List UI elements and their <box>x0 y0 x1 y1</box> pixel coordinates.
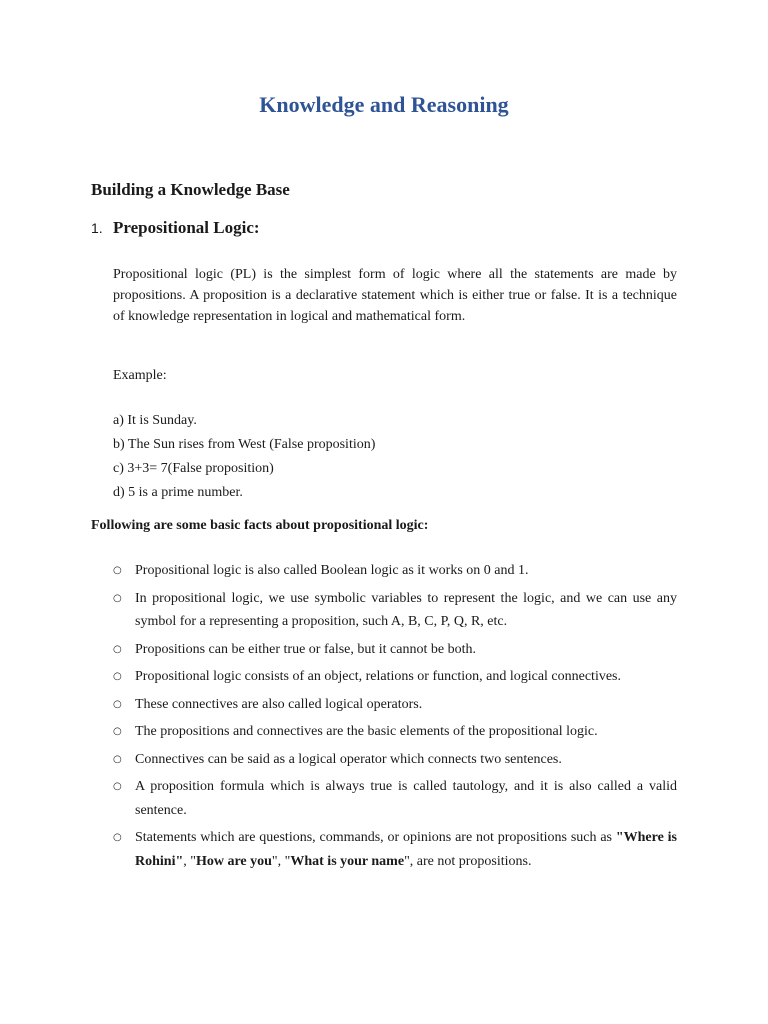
circle-bullet-icon: ○ <box>113 781 122 792</box>
fact-item <box>113 720 677 744</box>
heading-number: 1. <box>91 220 103 236</box>
example-list <box>113 409 375 505</box>
fact-text: Propositional logic is also called Boolean logic as it works on 0 and 1. <box>135 563 529 578</box>
section-heading: Building a Knowledge Base <box>91 180 290 199</box>
fact-text: These connectives are also called logical operators. <box>135 696 423 712</box>
separator: , " <box>183 853 196 869</box>
heading-text: Prepositional Logic: <box>113 218 260 237</box>
fact-text: Propositional logic consists of an object, relations or function, and logical connectives. <box>135 669 622 684</box>
circle-bullet-icon: ○ <box>113 698 122 710</box>
fact-text-suffix: ", are not propositions. <box>404 853 532 869</box>
circle-bullet-icon: ○ <box>113 832 122 843</box>
circle-bullet-icon: ○ <box>113 671 122 682</box>
circle-bullet-icon: ○ <box>113 753 122 765</box>
circle-bullet-icon: ○ <box>113 643 122 655</box>
quoted-example-1: "Where is Rohini" <box>135 830 677 869</box>
example-label: Example: <box>113 368 167 383</box>
fact-item <box>113 693 677 717</box>
intro-paragraph: Propositional logic (PL) is the simplest form of logic where all the statements are made by propositions. A proposition is a declarative statement which is either true or false. It is a technique of knowledge representation in logical and mathematical form. <box>113 267 677 324</box>
example-item: d) 5 is a prime number. <box>113 485 243 500</box>
circle-bullet-icon: ○ <box>113 726 122 737</box>
numbered-heading <box>91 218 260 238</box>
example-item: c) 3+3= 7(False proposition) <box>113 461 274 476</box>
fact-text: Connectives can be said as a logical operator which connects two sentences. <box>135 751 562 767</box>
fact-text-prefix: Statements which are questions, commands, or opinions are not propositions such as <box>135 830 616 845</box>
separator: ", " <box>271 853 291 869</box>
fact-item <box>113 559 677 583</box>
circle-bullet-icon: ○ <box>113 592 122 604</box>
fact-item <box>113 775 677 822</box>
fact-item <box>113 748 677 772</box>
example-item: a) It is Sunday. <box>113 413 197 428</box>
fact-text: The propositions and connectives are the basic elements of the propositional logic. <box>135 724 598 739</box>
fact-item <box>113 665 677 689</box>
document-title: Knowledge and Reasoning <box>259 92 509 117</box>
fact-text: A proposition formula which is always true is called tautology, and it is also called a valid sentence. <box>135 779 677 818</box>
quoted-example-3: What is your name <box>290 853 405 869</box>
facts-heading: Following are some basic facts about propositional logic: <box>91 518 429 533</box>
example-item: b) The Sun rises from West (False proposition) <box>113 437 376 452</box>
fact-text: In propositional logic, we use symbolic variables to represent the logic, and we can use any symbol for a representing a proposition, such A, B, C, P, Q, R, etc. <box>135 590 677 629</box>
fact-text: Propositions can be either true or false, but it cannot be both. <box>135 641 476 657</box>
quoted-example-2: How are you <box>195 853 272 869</box>
circle-bullet-icon: ○ <box>113 565 122 576</box>
facts-list <box>113 559 677 877</box>
fact-text-last <box>135 830 677 869</box>
fact-item <box>113 587 677 634</box>
fact-item <box>113 638 677 662</box>
fact-item <box>113 826 677 873</box>
